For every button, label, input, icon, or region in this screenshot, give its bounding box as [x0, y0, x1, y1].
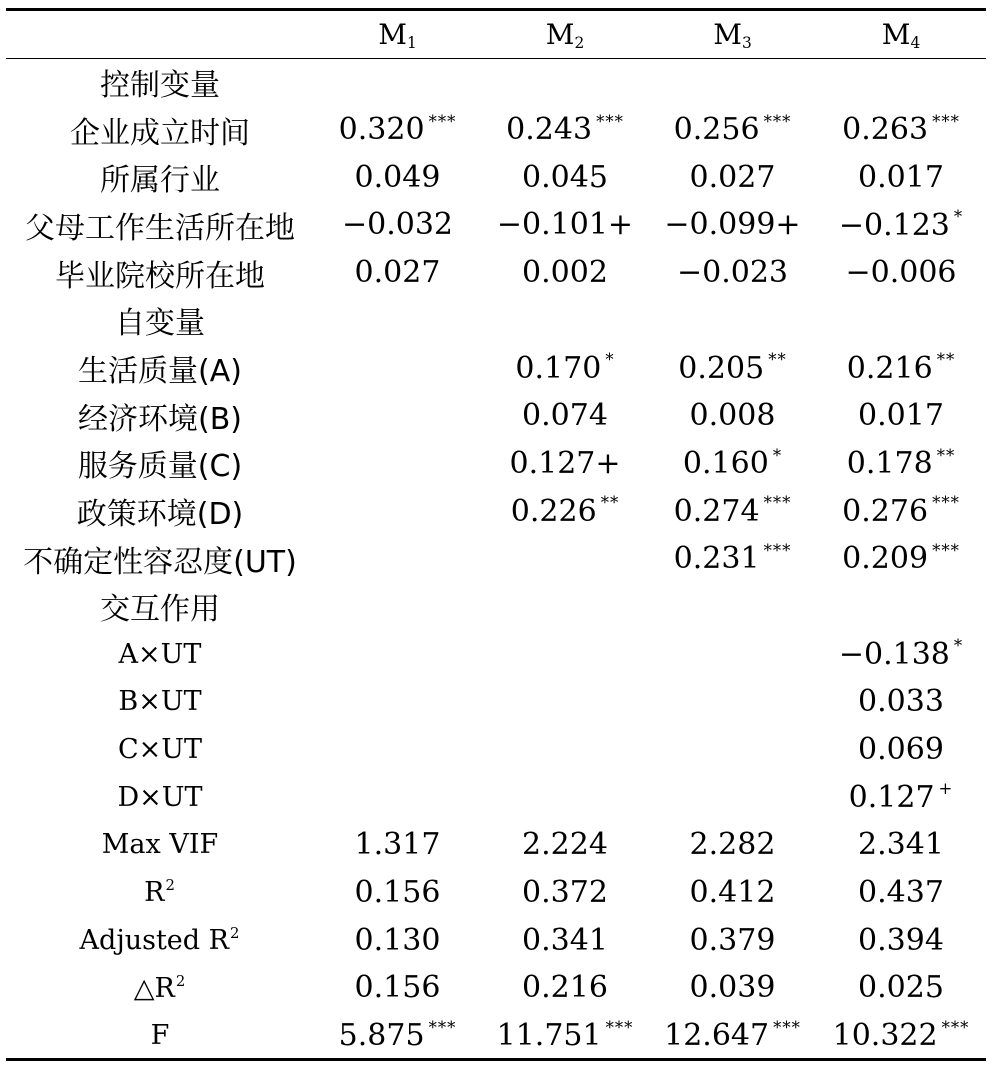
coefficient-value: 0.127 — [848, 779, 935, 815]
value-cell — [816, 726, 986, 774]
table-row — [6, 821, 986, 869]
coefficient-value: 0.412 — [689, 875, 776, 911]
row-label-superscript: 2 — [229, 924, 241, 943]
coefficient-value: 0.039 — [689, 970, 776, 1006]
row-label-text: 毕业院校所在地 — [55, 258, 265, 294]
significance-mark: * — [772, 445, 783, 465]
row-label-text: 不确定性容忍度(UT) — [23, 544, 297, 580]
row-label — [6, 106, 314, 154]
coefficient-value: 0.379 — [689, 922, 776, 958]
coefficient-value: −0.101+ — [496, 207, 634, 243]
significance-mark: ** — [600, 493, 620, 513]
table-row — [6, 392, 986, 440]
row-label — [6, 630, 314, 678]
coefficient-value: 0.027 — [689, 159, 776, 195]
table-row — [6, 964, 986, 1012]
row-label-superscript: 2 — [165, 876, 176, 895]
table-row — [6, 153, 986, 201]
value-cell — [649, 487, 816, 535]
row-label-text: △R — [133, 972, 175, 1004]
row-label — [6, 678, 314, 726]
row-label — [6, 249, 314, 297]
table-row — [6, 106, 986, 154]
coefficient-value: 0.170 — [515, 350, 602, 386]
value-cell — [314, 440, 481, 488]
row-label-text: F — [150, 1020, 170, 1052]
value-cell — [649, 440, 816, 488]
value-cell — [649, 201, 816, 249]
value-cell — [481, 773, 649, 821]
coefficient-value: 0.033 — [858, 684, 944, 720]
table-row — [6, 678, 986, 726]
table-row — [6, 296, 986, 344]
row-label-text: B×UT — [118, 686, 202, 718]
value-cell — [649, 1012, 816, 1060]
row-label-text: 自变量 — [115, 306, 205, 342]
coefficient-value: 0.216 — [846, 350, 933, 386]
value-cell — [649, 821, 816, 869]
table-row — [6, 916, 986, 964]
value-cell — [649, 678, 816, 726]
value-cell — [481, 106, 649, 154]
value-cell — [314, 249, 481, 297]
value-cell — [314, 964, 481, 1012]
value-cell — [816, 296, 986, 344]
value-cell — [649, 106, 816, 154]
value-cell — [314, 916, 481, 964]
row-label — [6, 58, 314, 106]
table-row — [6, 869, 986, 917]
table-row — [6, 58, 986, 106]
value-cell — [481, 440, 649, 488]
coefficient-value: 0.231 — [673, 541, 760, 577]
value-cell — [314, 58, 481, 106]
row-label — [6, 440, 314, 488]
row-label-text: 交互作用 — [100, 592, 220, 628]
value-cell — [649, 869, 816, 917]
value-cell — [314, 153, 481, 201]
table-row — [6, 583, 986, 631]
table-row — [6, 630, 986, 678]
coefficient-value: 0.027 — [354, 255, 441, 291]
value-cell — [816, 583, 986, 631]
table-row — [6, 773, 986, 821]
coefficient-value: −0.023 — [676, 255, 789, 291]
significance-mark: * — [605, 350, 615, 370]
significance-mark: *** — [605, 1017, 634, 1037]
coefficient-value: −0.032 — [341, 207, 454, 243]
value-cell — [816, 630, 986, 678]
coefficient-value: 12.647 — [664, 1018, 770, 1054]
coefficient-value: 0.226 — [510, 493, 597, 529]
significance-mark: * — [953, 207, 964, 227]
coefficient-value: 0.017 — [858, 398, 944, 434]
value-cell — [816, 201, 986, 249]
value-cell — [649, 583, 816, 631]
row-label-text: 经济环境(B) — [78, 401, 242, 437]
value-cell — [649, 249, 816, 297]
coefficient-value: 0.205 — [678, 350, 765, 386]
row-label — [6, 916, 314, 964]
value-cell — [816, 869, 986, 917]
value-cell — [649, 726, 816, 774]
value-cell — [816, 392, 986, 440]
header-row — [6, 12, 986, 58]
value-cell — [481, 296, 649, 344]
coefficient-value: 0.127+ — [509, 445, 621, 481]
value-cell — [649, 773, 816, 821]
significance-mark: *** — [763, 111, 792, 131]
coefficient-value: 0.320 — [338, 112, 425, 148]
header-model-3: $M_3$ — [713, 18, 752, 52]
value-cell — [816, 964, 986, 1012]
coefficient-value: 0.069 — [858, 731, 944, 767]
row-label — [6, 583, 314, 631]
value-cell — [481, 964, 649, 1012]
coefficient-value: −0.099+ — [664, 207, 801, 243]
table-row — [6, 1012, 986, 1060]
coefficient-value: 2.282 — [689, 827, 776, 863]
row-label-text: R — [144, 877, 165, 909]
coefficient-value: 10.322 — [832, 1018, 938, 1054]
row-label — [6, 1012, 314, 1060]
coefficient-value: −0.006 — [845, 255, 957, 291]
coefficient-value: 0.045 — [522, 159, 608, 195]
row-label-text: Max VIF — [101, 829, 219, 861]
significance-mark: ** — [936, 445, 956, 465]
value-cell — [481, 821, 649, 869]
significance-mark: *** — [941, 1017, 970, 1037]
significance-mark: *** — [932, 111, 960, 131]
value-cell — [314, 201, 481, 249]
value-cell — [314, 392, 481, 440]
coefficient-value: 0.256 — [673, 112, 760, 148]
significance-mark: * — [953, 636, 964, 656]
coefficient-value: 0.156 — [354, 970, 441, 1006]
value-cell — [481, 630, 649, 678]
value-cell — [649, 58, 816, 106]
coefficient-value: 0.160 — [682, 446, 769, 482]
value-cell — [314, 773, 481, 821]
value-cell — [816, 535, 986, 583]
significance-mark: *** — [763, 493, 792, 513]
coefficient-value: 0.017 — [858, 159, 944, 195]
coefficient-value: 0.263 — [842, 112, 929, 148]
header-model-4: $M_4$ — [881, 18, 921, 52]
row-label-text: 企业成立时间 — [70, 115, 250, 151]
row-label-text: C×UT — [117, 733, 203, 765]
row-label — [6, 153, 314, 201]
value-cell — [816, 821, 986, 869]
value-cell — [314, 583, 481, 631]
significance-mark: *** — [596, 111, 624, 131]
row-label — [6, 392, 314, 440]
value-cell — [314, 296, 481, 344]
row-label-text: 父母工作生活所在地 — [25, 210, 295, 246]
significance-mark: ** — [936, 350, 956, 370]
row-label-text: 控制变量 — [100, 67, 220, 103]
row-label-text: 生活质量(A) — [78, 353, 242, 389]
row-label — [6, 201, 314, 249]
coefficient-value: 0.178 — [846, 446, 933, 482]
value-cell — [314, 535, 481, 583]
value-cell — [481, 153, 649, 201]
value-cell — [481, 58, 649, 106]
value-cell — [649, 392, 816, 440]
coefficient-value: 0.243 — [506, 112, 593, 148]
coefficient-value: 0.008 — [689, 398, 776, 434]
coefficient-value: 0.437 — [858, 875, 944, 911]
coefficient-value: 0.274 — [673, 493, 760, 529]
coefficient-value: 0.209 — [842, 541, 929, 577]
row-label — [6, 726, 314, 774]
value-cell — [816, 916, 986, 964]
value-cell — [314, 630, 481, 678]
table-body — [6, 58, 986, 1059]
coefficient-value: 0.074 — [522, 398, 608, 434]
significance-mark: + — [938, 779, 954, 799]
regression-results-table — [6, 12, 986, 1059]
header-corner — [6, 12, 314, 58]
coefficient-value: 0.341 — [522, 922, 608, 958]
value-cell — [649, 153, 816, 201]
value-cell — [816, 678, 986, 726]
row-label — [6, 869, 314, 917]
significance-mark: *** — [763, 541, 792, 561]
row-label — [6, 821, 314, 869]
table-row — [6, 440, 986, 488]
significance-mark: *** — [773, 1017, 801, 1037]
row-label-text: A×UT — [118, 638, 202, 670]
value-cell — [481, 583, 649, 631]
row-label — [6, 344, 314, 392]
value-cell — [481, 249, 649, 297]
value-cell — [481, 535, 649, 583]
table-row — [6, 249, 986, 297]
value-cell — [481, 392, 649, 440]
value-cell — [314, 344, 481, 392]
coefficient-value: 0.276 — [842, 493, 929, 529]
value-cell — [481, 487, 649, 535]
value-cell — [481, 678, 649, 726]
significance-mark: ** — [768, 350, 787, 370]
value-cell — [816, 153, 986, 201]
row-label — [6, 487, 314, 535]
table-row — [6, 487, 986, 535]
value-cell — [816, 106, 986, 154]
value-cell — [816, 440, 986, 488]
value-cell — [314, 1012, 481, 1060]
value-cell — [649, 535, 816, 583]
value-cell — [481, 201, 649, 249]
coefficient-value: 5.875 — [338, 1018, 425, 1054]
coefficient-value: 0.130 — [354, 922, 441, 958]
table-row — [6, 201, 986, 249]
value-cell — [481, 344, 649, 392]
value-cell — [481, 916, 649, 964]
value-cell — [649, 344, 816, 392]
row-label-superscript: 2 — [175, 971, 187, 990]
value-cell — [816, 344, 986, 392]
value-cell — [816, 1012, 986, 1060]
row-label-text: Adjusted R — [79, 925, 229, 957]
value-cell — [481, 869, 649, 917]
table-row — [6, 344, 986, 392]
value-cell — [314, 678, 481, 726]
row-label — [6, 296, 314, 344]
coefficient-value: 0.049 — [354, 159, 441, 195]
coefficient-value: −0.138 — [838, 636, 950, 672]
value-cell — [816, 487, 986, 535]
value-cell — [649, 630, 816, 678]
coefficient-value: 0.002 — [522, 255, 608, 291]
coefficient-value: 0.156 — [354, 875, 441, 911]
significance-mark: *** — [428, 1017, 457, 1037]
value-cell — [314, 106, 481, 154]
coefficient-value: 1.317 — [354, 827, 441, 863]
header-model-1: $M_1$ — [378, 18, 417, 52]
value-cell — [816, 58, 986, 106]
value-cell — [314, 821, 481, 869]
coefficient-value: 2.341 — [858, 827, 944, 863]
table-row — [6, 726, 986, 774]
header-model-2: $M_2$ — [545, 18, 585, 52]
coefficient-value: 0.372 — [522, 875, 608, 911]
coefficient-value: 2.224 — [522, 827, 608, 863]
coefficient-value: −0.123 — [838, 207, 950, 243]
coefficient-value: 0.025 — [858, 970, 944, 1006]
value-cell — [649, 916, 816, 964]
value-cell — [314, 869, 481, 917]
row-label — [6, 535, 314, 583]
row-label — [6, 964, 314, 1012]
value-cell — [816, 249, 986, 297]
coefficient-value: 0.216 — [522, 970, 608, 1006]
value-cell — [481, 1012, 649, 1060]
value-cell — [481, 726, 649, 774]
row-label-text: 服务质量(C) — [77, 449, 243, 485]
row-label — [6, 773, 314, 821]
coefficient-value: 0.394 — [858, 922, 944, 958]
value-cell — [314, 726, 481, 774]
row-label-text: 所属行业 — [100, 163, 220, 199]
row-label-text: 政策环境(D) — [76, 497, 244, 533]
value-cell — [816, 773, 986, 821]
coefficient-value: 11.751 — [496, 1018, 602, 1054]
significance-mark: *** — [932, 541, 960, 561]
top-rule — [6, 8, 986, 11]
value-cell — [649, 296, 816, 344]
significance-mark: *** — [428, 111, 457, 131]
row-label-text: D×UT — [117, 781, 203, 813]
significance-mark: *** — [932, 493, 960, 513]
value-cell — [314, 487, 481, 535]
table-row — [6, 535, 986, 583]
value-cell — [649, 964, 816, 1012]
